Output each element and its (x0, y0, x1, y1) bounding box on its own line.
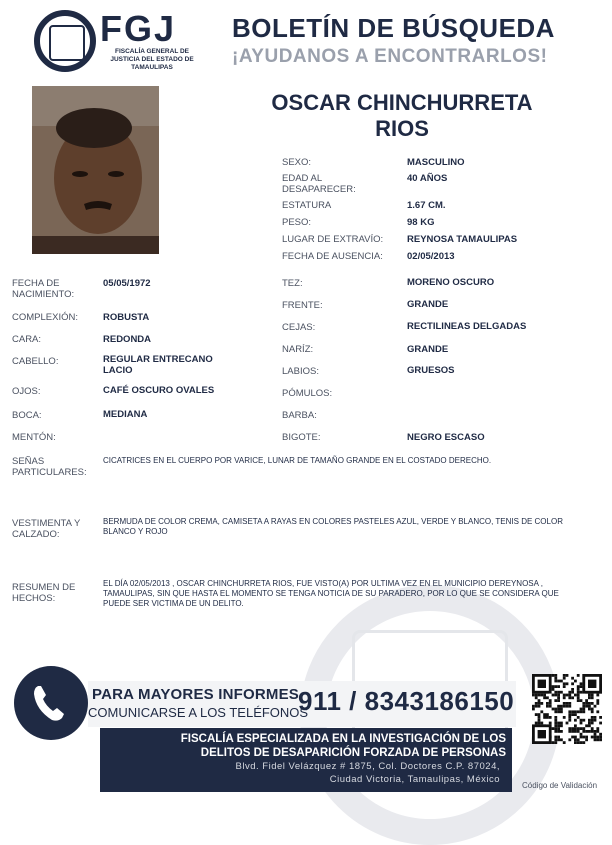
phone-number[interactable]: 911 / 8343186150 (298, 686, 515, 716)
label-peso: PESO: (282, 217, 312, 228)
value-cara: REDONDA (103, 334, 152, 345)
label-cara: CARA: (12, 334, 42, 345)
contact-line2: COMUNICARSE A LOS TELÉFONOS (88, 705, 309, 720)
value-nariz: GRANDE (407, 344, 449, 355)
label-nariz: NARÍZ: (282, 344, 314, 355)
value-tez: MORENO OSCURO (407, 277, 495, 288)
value-lugar: REYNOSA TAMAULIPAS (407, 234, 518, 245)
phone-badge (14, 666, 88, 740)
label-tez: TEZ: (282, 278, 303, 289)
value-estatura: 1.67 CM. (407, 200, 446, 211)
footer-agency (100, 732, 506, 760)
page-subtitle: ¡AYUDANOS A ENCONTRARLOS! (232, 46, 548, 67)
value-cejas: RECTILINEAS DELGADAS (407, 321, 527, 332)
label-labios: LABIOS: (282, 366, 319, 377)
label-nacimiento: FECHA DE NACIMIENTO: (12, 278, 75, 300)
person-photo (32, 86, 159, 254)
label-vestimenta: VESTIMENTA Y CALZADO: (12, 518, 81, 540)
label-ojos: OJOS: (12, 386, 41, 397)
qr-code[interactable] (532, 674, 602, 744)
label-cejas: CEJAS: (282, 322, 316, 333)
label-barba: BARBA: (282, 410, 317, 421)
label-boca: BOCA: (12, 410, 42, 421)
label-bigote: BIGOTE: (282, 432, 321, 443)
label-sexo: SEXO: (282, 157, 312, 168)
footer-agency-line1: FISCALÍA ESPECIALIZADA EN LA INVESTIGACIÓN DE LOS (180, 733, 506, 745)
person-name (232, 90, 572, 142)
label-fecha-ausencia: FECHA DE AUSENCIA: (282, 251, 383, 262)
value-labios: GRUESOS (407, 365, 455, 376)
value-nacimiento: 05/05/1972 (103, 278, 151, 289)
person-name-line1: OSCAR CHINCHURRETA (271, 90, 533, 115)
label-estatura: ESTATURA (282, 200, 332, 211)
label-cabello: CABELLO: (12, 356, 59, 367)
label-pomulos: PÓMULOS: (282, 388, 333, 399)
logo-subtitle: FISCALÍA GENERAL DE JUSTICIA DEL ESTADO DE TAMAULIPAS (110, 48, 194, 71)
person-name-line2: RIOS (375, 116, 429, 141)
footer-agency-line2: DELITOS DE DESAPARICIÓN FORZADA DE PERSONAS (200, 747, 506, 759)
label-complexion: COMPLEXIÓN: (12, 312, 78, 323)
value-frente: GRANDE (407, 299, 449, 310)
value-fecha-ausencia: 02/05/2013 (407, 251, 455, 262)
page-title: BOLETÍN DE BÚSQUEDA (232, 13, 555, 43)
footer-address-line1: Blvd. Fidel Velázquez # 1875, Col. Doctores C.P. 87024, (235, 761, 500, 772)
value-boca: MEDIANA (103, 409, 148, 420)
phone-icon (14, 666, 88, 740)
footer-address-line2: Ciudad Victoria, Tamaulipas, México (329, 774, 500, 785)
footer-address (100, 760, 500, 786)
value-complexion: ROBUSTA (103, 312, 150, 323)
value-sexo: MASCULINO (407, 157, 465, 168)
contact-line1: PARA MAYORES INFORMES, (92, 686, 304, 703)
value-edad: 40 AÑOS (407, 173, 448, 184)
value-resumen: EL DÍA 02/05/2013 , OSCAR CHINCHURRETA RIOS, FUE VISTO(A) POR ULTIMA VEZ EN EL MUNICIPIO DEREYNOSA , TAMAULIPAS, SIN QUE HASTA EL MOMENTO SE TENGA NOTICIA DE SU PARADERO, POR LO QUE SE CONSIDERA QUE PUEDE SER VICTIMA DE UN DELITO. (103, 579, 559, 608)
value-cabello: REGULAR ENTRECANO LACIO (103, 354, 213, 376)
label-edad: EDAD AL DESAPARECER: (282, 173, 356, 195)
value-bigote: NEGRO ESCASO (407, 432, 485, 443)
label-lugar: LUGAR DE EXTRAVÍO: (282, 234, 384, 245)
label-senas: SEÑAS PARTICULARES: (12, 456, 87, 478)
label-menton: MENTÓN: (12, 432, 56, 443)
fgj-seal-logo (34, 10, 96, 72)
qr-label: Código de Validación (522, 781, 598, 790)
value-ojos: CAFÉ OSCURO OVALES (103, 385, 215, 396)
value-peso: 98 KG (407, 217, 435, 228)
label-resumen: RESUMEN DE HECHOS: (12, 582, 76, 604)
logo-text: FGJ (100, 8, 177, 49)
label-frente: FRENTE: (282, 300, 323, 311)
value-senas: CICATRICES EN EL CUERPO POR VARICE, LUNAR DE TAMAÑO GRANDE EN EL COSTADO DERECHO. (103, 456, 492, 465)
value-vestimenta: BERMUDA DE COLOR CREMA, CAMISETA A RAYAS EN COLORES PASTELES AZUL, VERDE Y BLANCO, TENIS DE COLOR BLANCO Y ROJO (103, 517, 563, 536)
